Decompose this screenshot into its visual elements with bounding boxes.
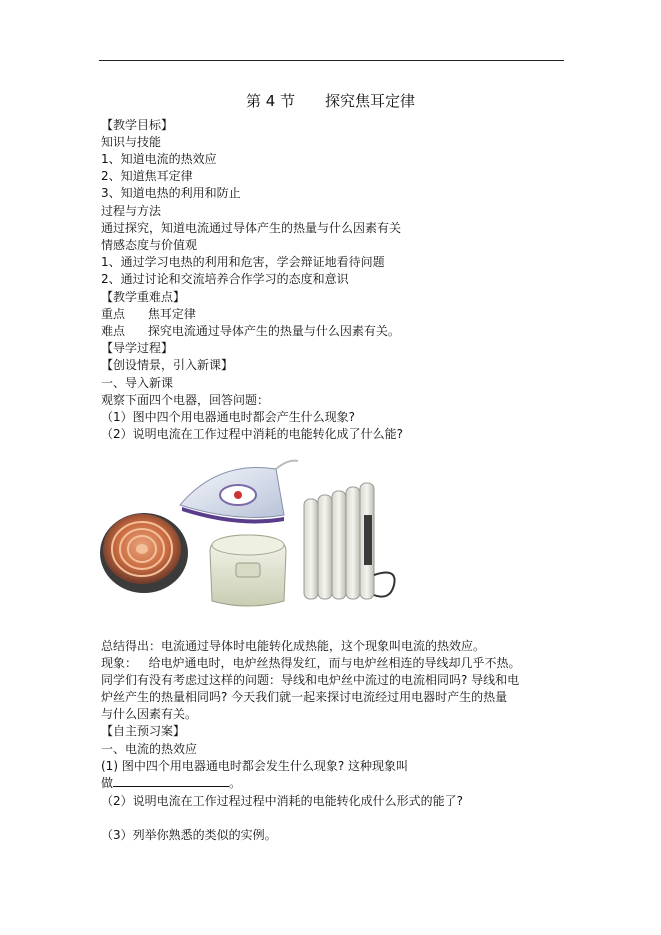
heading-teaching-goals: 【教学目标】 xyxy=(101,118,174,132)
question-item: （1）图中四个用电器通电时都会产生什么现象? xyxy=(101,410,356,424)
rice-cooker-image xyxy=(210,535,286,606)
subheading-knowledge: 知识与技能 xyxy=(101,135,162,149)
preview-question: （3）列举你熟悉的类似的实例。 xyxy=(101,828,277,842)
heading-scenario: 【创设情景，引入新课】 xyxy=(101,358,234,372)
section-intro: 一、导入新课 xyxy=(101,376,174,390)
answer-suffix: 。 xyxy=(229,776,242,790)
goal-item: 2、知道焦耳定律 xyxy=(101,169,193,183)
section-heat-effect: 一、电流的热效应 xyxy=(101,742,198,756)
section-number: 第 4 节 xyxy=(245,92,296,110)
lesson-topic: 探究焦耳定律 xyxy=(325,92,416,110)
question-item: （2）说明电流在工作过程中消耗的电能转化成了什么能? xyxy=(101,427,404,441)
instruction-text: 观察下面四个电器，回答问题： xyxy=(101,393,270,407)
preview-question: (1) 图中四个用电器通电时都会发生什么现象? 这种现象叫 xyxy=(101,759,408,773)
hot-plate-image xyxy=(100,513,188,593)
heading-key-points: 【教学重难点】 xyxy=(101,290,186,304)
lesson-title xyxy=(0,90,661,111)
discussion-text: 与什么因素有关。 xyxy=(101,707,198,721)
difficult-point: 难点 探究电流通过导体产生的热量与什么因素有关。 xyxy=(101,324,400,338)
header-rule xyxy=(99,60,564,61)
iron-image xyxy=(180,461,298,524)
subheading-process: 过程与方法 xyxy=(101,204,162,218)
heading-guided-process: 【导学过程】 xyxy=(101,341,174,355)
subheading-attitude: 情感态度与价值观 xyxy=(101,238,198,252)
heading-preview: 【自主预习案】 xyxy=(101,724,186,738)
key-point: 重点 焦耳定律 xyxy=(101,307,196,321)
oil-heater-image xyxy=(304,483,395,599)
answer-line xyxy=(101,775,241,791)
answer-prefix: 做 xyxy=(101,776,114,790)
answer-blank[interactable] xyxy=(113,775,229,787)
phenomenon-text: 现象： 给电炉通电时，电炉丝热得发红，而与电炉丝相连的导线却几乎不热。 xyxy=(101,656,521,670)
preview-question: （2）说明电流在工作过程过程中消耗的电能转化成什么形式的能了? xyxy=(101,794,464,808)
attitude-item: 1、通过学习电热的利用和危害，学会辩证地看待问题 xyxy=(101,255,385,269)
appliances-photo xyxy=(98,455,418,615)
goal-item: 3、知道电热的利用和防止 xyxy=(101,186,241,200)
goal-item: 1、知道电流的热效应 xyxy=(101,152,217,166)
discussion-text: 炉丝产生的热量相同吗? 今天我们就一起来探讨电流经过用电器时产生的热量 xyxy=(101,690,508,704)
attitude-item: 2、通过讨论和交流培养合作学习的态度和意识 xyxy=(101,272,349,286)
process-text: 通过探究，知道电流通过导体产生的热量与什么因素有关 xyxy=(101,221,402,235)
discussion-text: 同学们有没有考虑过这样的问题：导线和电炉丝中流过的电流相同吗? 导线和电 xyxy=(101,673,520,687)
conclusion-text: 总结得出：电流通过导体时电能转化成热能，这个现象叫电流的热效应。 xyxy=(101,639,486,653)
